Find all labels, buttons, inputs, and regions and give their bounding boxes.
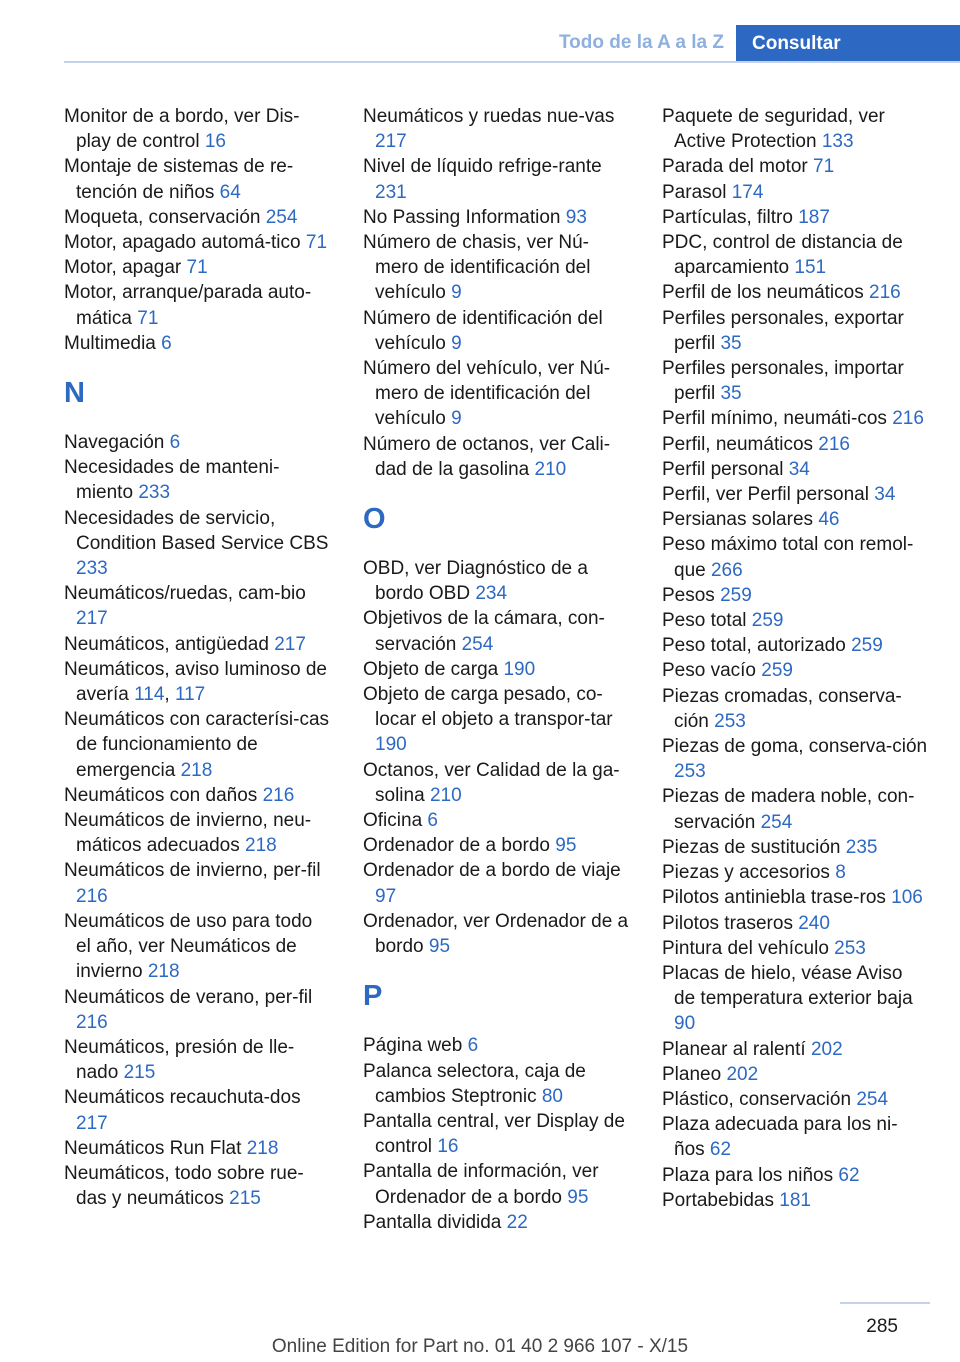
index-entry-term: Objeto de carga pesado, co-locar el objeto a transpor-tar <box>363 684 613 731</box>
index-entry <box>662 205 928 230</box>
index-entry-term: Plaza para los niños <box>662 1164 834 1186</box>
index-entry <box>363 1033 631 1058</box>
index-entry <box>662 1037 928 1062</box>
header-section-title: Todo de la A a la Z <box>558 32 724 53</box>
page-link[interactable]: 34 <box>874 484 896 506</box>
page-link[interactable]: 216 <box>892 408 924 430</box>
index-entry-term: Pilotos traseros <box>662 912 793 934</box>
page-link[interactable]: 217 <box>76 608 108 630</box>
index-entry <box>662 885 928 910</box>
index-entry <box>662 1062 928 1087</box>
index-entry <box>64 581 330 631</box>
index-entry-term: Neumáticos con caracterísi-cas de funcionamiento de emergencia <box>64 709 330 781</box>
index-entry-term: Neumáticos, aviso luminoso de avería <box>64 658 327 706</box>
index-entry <box>64 808 330 858</box>
page-link[interactable]: 8 <box>835 862 846 884</box>
page-link[interactable]: 216 <box>818 433 850 455</box>
index-entry <box>363 682 631 758</box>
index-entry <box>363 1109 631 1159</box>
index-entry-term: Número de chasis, ver Nú-mero de identificación del vehículo <box>363 232 591 304</box>
index-column-1 <box>64 104 330 1211</box>
index-entry-term: Oficina <box>363 810 423 832</box>
index-entry <box>662 936 928 961</box>
page-link[interactable]: 254 <box>265 206 298 228</box>
index-entry-term: Piezas cromadas, conserva-ción <box>662 685 902 732</box>
page-link[interactable]: 240 <box>798 912 830 934</box>
page-link[interactable]: 253 <box>714 710 746 732</box>
index-entry-term: Neumáticos, presión de lle-nado <box>64 1036 295 1084</box>
page-link[interactable]: 233 <box>76 558 108 580</box>
index-entry-term: Página web <box>363 1035 463 1057</box>
index-letter-heading: O <box>363 503 386 536</box>
index-entry-term: Neumáticos con daños <box>64 784 258 806</box>
page-link[interactable]: 231 <box>375 181 407 203</box>
index-entry <box>662 835 928 860</box>
page-link[interactable]: 16 <box>204 131 226 153</box>
index-entry <box>64 783 330 808</box>
index-entry-term: Paquete de seguridad, ver Active Protection <box>662 106 885 153</box>
index-entry-term: Perfiles personales, importar perfil <box>662 358 904 405</box>
index-entry <box>662 1112 928 1162</box>
page-link[interactable]: 210 <box>429 784 462 806</box>
footer-text: Online Edition for Part no. 01 40 2 966 107 - X/15 <box>271 1336 689 1357</box>
page-link[interactable]: 34 <box>788 458 810 480</box>
page-link[interactable]: 35 <box>720 332 742 354</box>
index-entry-term: Motor, apagar <box>64 257 182 279</box>
index-entry-term: Planeo <box>662 1063 722 1085</box>
page-link[interactable]: 71 <box>813 156 835 178</box>
index-entry <box>662 482 928 507</box>
index-entry <box>363 556 631 606</box>
page-link[interactable]: 259 <box>761 660 793 682</box>
index-entry <box>64 909 330 985</box>
index-entry-term: Pantalla de información, ver Ordenador de a bordo <box>363 1161 599 1208</box>
index-entry <box>662 784 928 834</box>
index-letter-heading: N <box>64 377 85 410</box>
header-rule <box>64 61 960 63</box>
index-entry <box>363 230 631 306</box>
index-entry-term: No Passing Information <box>363 206 561 228</box>
page-link[interactable]: 216 <box>76 885 108 907</box>
index-entry-term: Piezas de madera noble, con-servación <box>662 786 915 833</box>
index-entry <box>363 606 631 656</box>
page-link[interactable]: 190 <box>503 658 536 680</box>
index-entry-term: Neumáticos de verano, per-fil <box>64 986 313 1008</box>
page-link[interactable]: 80 <box>541 1085 563 1107</box>
page-link[interactable]: 64 <box>219 181 241 203</box>
page-link[interactable]: 190 <box>375 734 407 756</box>
index-entry-term: Motor, arranque/parada auto-mática <box>64 282 312 329</box>
page-link[interactable]: 9 <box>451 282 462 304</box>
index-entry <box>363 104 631 154</box>
page-link[interactable]: 114 <box>134 684 165 706</box>
index-entry-term: Ordenador, ver Ordenador de a bordo <box>363 910 629 958</box>
index-entry <box>662 1188 928 1213</box>
page-link[interactable]: 216 <box>262 784 295 806</box>
index-entry-term: Perfil mínimo, neumáti-cos <box>662 408 887 430</box>
index-entry <box>662 356 928 406</box>
index-entry <box>662 658 928 683</box>
page-link[interactable]: 216 <box>76 1011 108 1033</box>
index-entry-term: Piezas de goma, conserva-ción <box>662 736 928 758</box>
index-entry-term: Necesidades de manteni-miento <box>64 457 280 504</box>
index-entry-term: Neumáticos, antigüedad <box>64 633 269 655</box>
index-entry <box>363 1059 631 1109</box>
page-link[interactable]: 254 <box>461 633 494 655</box>
index-entry-term: Peso total, autorizado <box>662 635 846 657</box>
index-entry-term: Piezas y accesorios <box>662 862 830 884</box>
index-entry-term: Perfiles personales, exportar perfil <box>662 307 904 354</box>
index-entry <box>662 457 928 482</box>
index-entry <box>64 255 330 280</box>
page-link[interactable]: 202 <box>726 1063 759 1085</box>
page-link[interactable]: 46 <box>818 509 840 531</box>
index-entry-term: Perfil, ver Perfil personal <box>662 484 869 506</box>
page-link[interactable]: 259 <box>720 584 752 606</box>
page-link[interactable]: 106 <box>891 887 923 909</box>
index-letter-heading: P <box>363 980 383 1013</box>
index-entry <box>662 306 928 356</box>
index-entry-term: Palanca selectora, caja de cambios Steptronic <box>363 1060 586 1107</box>
index-entry-term: Número de octanos, ver Cali-dad de la gasolina <box>363 433 611 480</box>
index-entry-term: Nivel de líquido refrige-rante <box>363 156 602 178</box>
index-entry-term: Portabebidas <box>662 1189 774 1211</box>
index-entry-term: Plaza adecuada para los ni-ños <box>662 1114 898 1161</box>
index-entry <box>64 858 330 908</box>
index-entry <box>662 180 928 205</box>
index-entry-term: Planear al ralentí <box>662 1038 806 1060</box>
index-entry-term: Navegación <box>64 432 165 454</box>
page-link[interactable]: 174 <box>731 181 764 203</box>
index-entry-term: Pantalla dividida <box>363 1211 502 1233</box>
page-link[interactable]: 95 <box>555 835 577 857</box>
page-link[interactable]: 71 <box>305 232 328 254</box>
page-link[interactable]: 253 <box>834 937 866 959</box>
index-entry <box>64 430 330 455</box>
page-link[interactable]: 62 <box>838 1164 860 1186</box>
page-link[interactable]: 254 <box>856 1088 889 1110</box>
page-link[interactable]: 253 <box>674 761 706 783</box>
index-entry <box>662 280 928 305</box>
page-link[interactable]: 95 <box>567 1186 589 1208</box>
index-columns <box>0 104 960 1274</box>
page-link[interactable]: 217 <box>375 131 407 153</box>
page-link[interactable]: 6 <box>169 432 181 454</box>
index-entry <box>64 1161 330 1211</box>
index-entry-term: Ordenador de a bordo <box>363 835 550 857</box>
index-entry-term: Objetivos de la cámara, con-servación <box>363 608 605 655</box>
index-entry <box>64 331 330 356</box>
index-entry <box>662 583 928 608</box>
page-link[interactable]: 6 <box>467 1035 479 1057</box>
index-entry-term: Número del vehículo, ver Nú-mero de identificación del vehículo <box>363 358 611 430</box>
page-link[interactable]: 6 <box>161 332 172 354</box>
page-link[interactable]: 218 <box>246 1137 279 1159</box>
index-entry-term: Necesidades de servicio, Condition Based Service CBS <box>64 507 329 554</box>
index-entry-term: PDC, control de distancia de aparcamiento <box>662 232 903 279</box>
page-link[interactable]: 117 <box>174 684 206 706</box>
index-entry-term: Motor, apagado automá-tico <box>64 232 301 254</box>
page-link[interactable]: 218 <box>180 759 213 781</box>
index-entry-term: Montaje de sistemas de re-tención de niños <box>64 156 294 203</box>
index-entry <box>363 858 631 908</box>
index-entry-term: Pilotos antiniebla trase-ros <box>662 887 886 909</box>
index-entry-term: Ordenador de a bordo de viaje <box>363 860 621 882</box>
index-entry-term: Peso vacío <box>662 660 756 682</box>
page-link[interactable]: 187 <box>798 206 830 228</box>
index-entry-term: Parada del motor <box>662 156 808 178</box>
index-entry-term: Peso máximo total con remol-que <box>662 534 914 581</box>
index-entry-term: Moqueta, conservación <box>64 206 261 228</box>
page-link[interactable]: 233 <box>138 482 171 504</box>
index-entry-term: Pintura del vehículo <box>662 937 829 959</box>
index-entry-term: Número de identificación del vehículo <box>363 307 603 354</box>
index-entry-term: Octanos, ver Calidad de la ga-solina <box>363 759 620 806</box>
index-entry-term: Neumáticos/ruedas, cam-bio <box>64 583 306 605</box>
index-entry <box>64 104 330 154</box>
page-number: 285 <box>866 1316 898 1337</box>
index-entry <box>662 1163 928 1188</box>
page-link[interactable]: 97 <box>375 885 397 907</box>
header-tab: Consultar <box>736 25 960 63</box>
index-entry <box>662 230 928 280</box>
page-link[interactable]: 9 <box>451 408 462 430</box>
page-link[interactable]: 259 <box>851 635 883 657</box>
index-column-2 <box>363 104 631 1235</box>
index-entry <box>363 1210 631 1235</box>
index-entry <box>64 707 330 783</box>
index-entry <box>662 432 928 457</box>
page-link[interactable]: 71 <box>186 257 208 279</box>
index-entry <box>363 432 631 482</box>
index-entry-term: Neumáticos de invierno, per-fil <box>64 860 321 882</box>
index-entry <box>363 1159 631 1209</box>
index-entry <box>363 356 631 432</box>
index-entry <box>64 230 330 255</box>
index-entry-term: Plástico, conservación <box>662 1088 852 1110</box>
index-entry-term: OBD, ver Diagnóstico de a bordo OBD <box>363 558 588 605</box>
page-link[interactable]: 95 <box>428 936 451 958</box>
index-entry <box>64 632 330 657</box>
index-entry <box>363 758 631 808</box>
page-link[interactable]: 235 <box>845 836 878 858</box>
index-entry-term: Neumáticos Run Flat <box>64 1137 242 1159</box>
index-entry <box>662 684 928 734</box>
page-link[interactable]: 6 <box>427 810 438 832</box>
page-link[interactable]: 62 <box>709 1139 732 1161</box>
index-entry-term: Piezas de sustitución <box>662 836 841 858</box>
index-entry <box>64 1136 330 1161</box>
page-link[interactable]: 181 <box>779 1189 811 1211</box>
index-entry <box>363 306 631 356</box>
index-entry-term: Objeto de carga <box>363 658 499 680</box>
index-entry <box>662 104 928 154</box>
index-entry-term: Perfil, neumáticos <box>662 433 814 455</box>
page-link[interactable]: 218 <box>147 961 180 983</box>
index-entry <box>662 406 928 431</box>
index-entry <box>662 154 928 179</box>
page-link[interactable]: 202 <box>810 1038 843 1060</box>
page-link[interactable]: 215 <box>229 1188 261 1210</box>
index-entry <box>662 1087 928 1112</box>
index-entry-term: Placas de hielo, véase Aviso de temperatura exterior baja <box>662 962 913 1010</box>
index-entry <box>662 608 928 633</box>
index-entry <box>64 154 330 204</box>
index-entry <box>64 1085 330 1135</box>
page-header <box>0 25 960 63</box>
index-entry-term: Monitor de a bordo, ver Dis-play de control <box>64 106 300 153</box>
page-link[interactable]: 217 <box>274 633 306 655</box>
index-entry <box>662 734 928 784</box>
index-entry <box>662 911 928 936</box>
index-entry <box>363 833 631 858</box>
index-entry-term: Pantalla central, ver Display de control <box>363 1110 625 1158</box>
index-entry-term: Persianas solares <box>662 509 814 531</box>
index-entry <box>363 205 631 230</box>
page-link[interactable]: 93 <box>565 206 587 228</box>
index-entry <box>64 506 330 582</box>
index-entry-term: Neumáticos de invierno, neu-máticos adecuados <box>64 810 312 857</box>
index-entry-term: Pesos <box>662 584 715 606</box>
page-link[interactable]: 254 <box>760 811 793 833</box>
page-link[interactable]: 22 <box>506 1211 528 1233</box>
page-link[interactable]: 151 <box>794 257 827 279</box>
index-column-3 <box>662 104 928 1213</box>
index-entry-term: Multimedia <box>64 332 156 354</box>
page-link[interactable]: 217 <box>76 1112 108 1134</box>
index-entry <box>363 909 631 959</box>
index-entry <box>363 808 631 833</box>
index-entry-term: Neumáticos y ruedas nue-vas <box>363 106 615 127</box>
page-link[interactable]: 215 <box>123 1062 156 1084</box>
index-entry <box>64 1035 330 1085</box>
index-entry <box>363 657 631 682</box>
index-entry <box>662 507 928 532</box>
page-link[interactable]: 234 <box>475 583 508 605</box>
index-entry <box>662 961 928 1037</box>
page-number-rule <box>840 1302 930 1304</box>
page-link[interactable]: 266 <box>710 559 743 581</box>
page-link[interactable]: 16 <box>437 1136 459 1158</box>
page-link[interactable]: 216 <box>869 282 901 304</box>
index-entry-term: Parasol <box>662 181 727 203</box>
index-entry-term: Perfil de los neumáticos <box>662 282 864 304</box>
page-link[interactable]: 71 <box>137 307 159 329</box>
page-link[interactable]: 35 <box>720 383 742 405</box>
page-link[interactable]: 9 <box>451 332 462 354</box>
index-entry <box>64 205 330 230</box>
index-entry-term: Neumáticos, todo sobre rue-das y neumáticos <box>64 1162 304 1210</box>
index-entry <box>363 154 631 204</box>
index-entry: Neumáticos, aviso luminoso de avería 114, 117 <box>64 658 327 706</box>
index-entry-term: Peso total <box>662 610 747 632</box>
index-entry-term: Neumáticos de uso para todo el año, ver Neumáticos de invierno <box>64 910 313 983</box>
index-entry <box>64 280 330 330</box>
index-entry <box>64 455 330 505</box>
index-entry <box>64 985 330 1035</box>
page-link[interactable]: 133 <box>821 131 854 153</box>
page-link[interactable]: 90 <box>674 1013 696 1035</box>
index-entry <box>662 633 928 658</box>
index-entry <box>662 860 928 885</box>
index-entry <box>662 532 928 582</box>
index-entry-term: Perfil personal <box>662 458 784 480</box>
page-link[interactable]: 218 <box>245 835 277 857</box>
index-entry-term: Partículas, filtro <box>662 206 793 228</box>
page-link[interactable]: 259 <box>751 610 784 632</box>
page-link[interactable]: 210 <box>534 458 567 480</box>
index-entry-term: Neumáticos recauchuta-dos <box>64 1087 301 1109</box>
